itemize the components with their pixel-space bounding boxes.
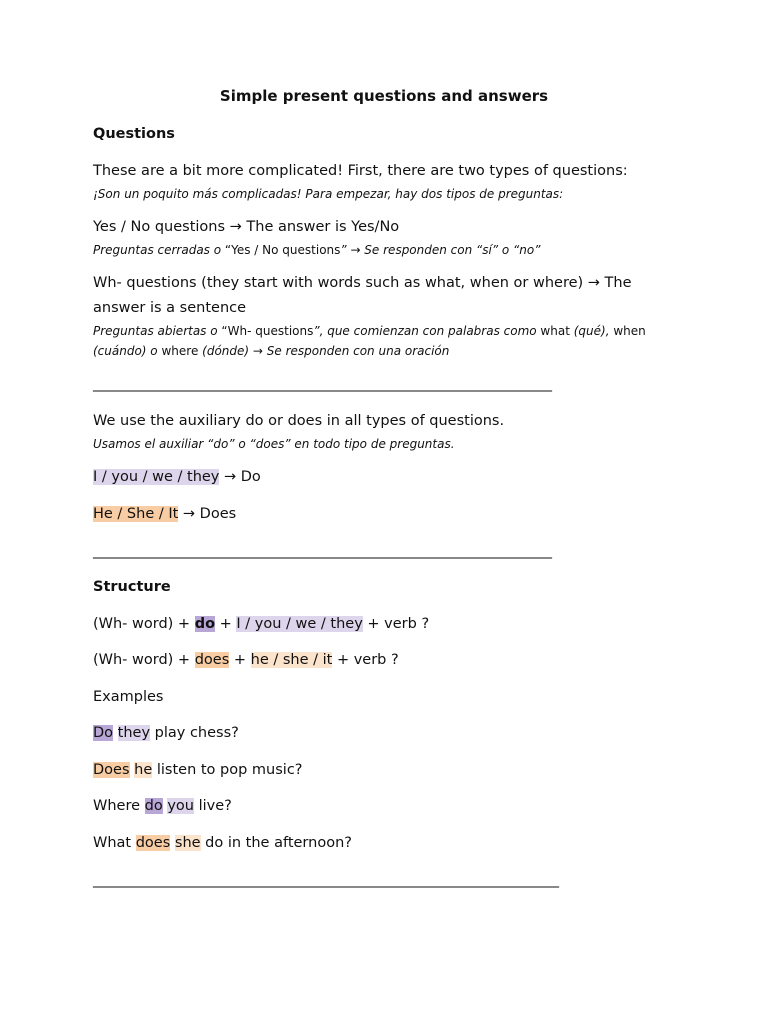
- structure-does: (Wh- word) + does + he / she / it + verb ?: [93, 652, 399, 668]
- separator-2: __________________________________________________________________: [93, 543, 552, 559]
- intro-english: These are a bit more complicated! First, there are two types of questions:: [93, 163, 628, 179]
- aux-highlight: do: [144, 798, 163, 814]
- aux-highlight: does: [194, 652, 230, 668]
- subject-highlight: he: [134, 762, 153, 778]
- examples-label: Examples: [93, 689, 164, 705]
- aux-highlight: Do: [93, 725, 114, 741]
- subject-highlight: she: [174, 835, 201, 851]
- yesno-spanish: Preguntas cerradas o “Yes / No questions” → Se responden con “sí” o “no”: [93, 243, 541, 257]
- page-title: Simple present questions and answers: [219, 87, 549, 105]
- example-2: Does he listen to pop music?: [93, 762, 303, 778]
- wh-spanish-line2: (cuándo) o where (dónde) → Se responden con una oración: [93, 344, 450, 358]
- example-3: Where do you live?: [93, 798, 232, 814]
- subject-highlight: they: [117, 725, 151, 741]
- aux-do-rule: I / you / we / they → Do: [93, 469, 261, 485]
- example-1: Do they play chess?: [93, 725, 239, 741]
- subject-highlight: you: [167, 798, 194, 814]
- yesno-english: Yes / No questions → The answer is Yes/No: [93, 219, 400, 235]
- subject-highlight: he / she / it: [250, 652, 333, 668]
- aux-spanish: Usamos el auxiliar “do” o “does” en todo tipo de preguntas.: [93, 437, 455, 451]
- aux-highlight: Does: [93, 762, 130, 778]
- wh-spanish-line1: Preguntas abiertas o “Wh- questions”, que comienzan con palabras como what (qué), when: [93, 324, 646, 338]
- intro-spanish: ¡Son un poquito más complicadas! Para empezar, hay dos tipos de preguntas:: [93, 187, 564, 201]
- wh-english-line1: Wh- questions (they start with words such as what, when or where) → The: [93, 275, 632, 291]
- aux-highlight: do: [194, 616, 216, 632]
- separator-1: __________________________________________________________________: [93, 376, 552, 392]
- aux-does-rule: He / She / It → Does: [93, 506, 237, 522]
- structure-do: (Wh- word) + do + I / you / we / they + verb ?: [93, 616, 430, 632]
- structure-heading: Structure: [93, 579, 171, 595]
- aux-highlight: does: [135, 835, 171, 851]
- separator-3: ___________________________________________________________________: [93, 872, 559, 888]
- aux-english: We use the auxiliary do or does in all types of questions.: [93, 413, 505, 429]
- subject-highlight: I / you / we / they: [93, 469, 220, 485]
- subject-highlight: I / you / we / they: [236, 616, 363, 632]
- wh-english-line2: answer is a sentence: [93, 300, 247, 316]
- example-4: What does she do in the afternoon?: [93, 835, 352, 851]
- subject-highlight: He / She / It: [93, 506, 179, 522]
- questions-heading: Questions: [93, 126, 175, 142]
